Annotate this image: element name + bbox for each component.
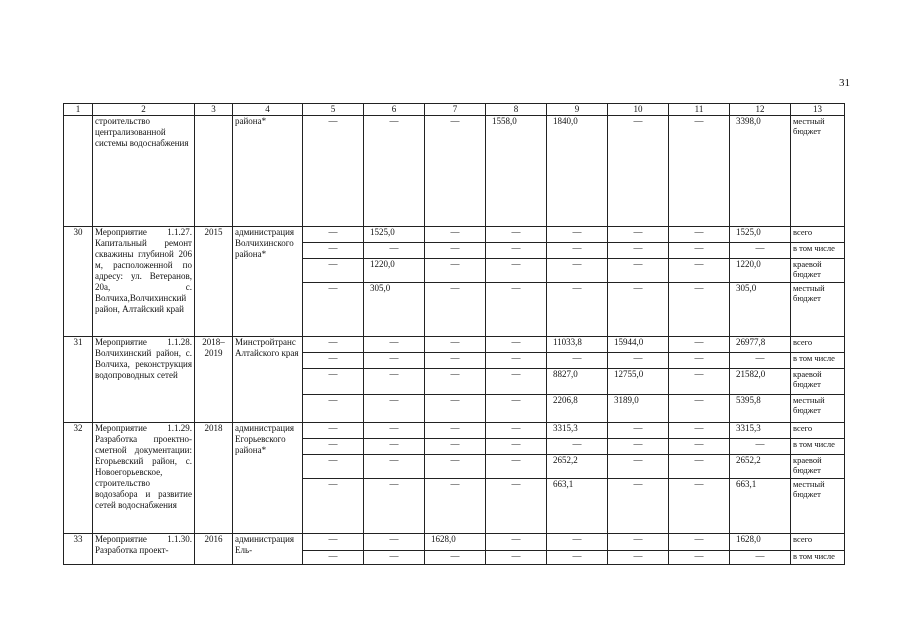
header-cell: 10 xyxy=(608,104,669,116)
value-cell: 1628,0 xyxy=(730,534,791,551)
value-cell: 1525,0 xyxy=(730,227,791,243)
activity-description: строительство централизованной системы водоснабжения xyxy=(93,116,195,227)
implementation-period xyxy=(195,116,233,227)
table-row xyxy=(64,337,845,353)
value-cell: — xyxy=(364,479,425,534)
header-cell: 8 xyxy=(486,104,547,116)
value-cell: 15944,0 xyxy=(608,337,669,353)
header-cell: 12 xyxy=(730,104,791,116)
value-cell: — xyxy=(608,353,669,369)
value-cell: 1840,0 xyxy=(547,116,608,227)
value-cell: — xyxy=(669,439,730,455)
row-number: 31 xyxy=(64,337,93,423)
value-cell: 11033,8 xyxy=(547,337,608,353)
implementation-period: 2018 xyxy=(195,423,233,534)
value-cell: — xyxy=(425,283,486,337)
value-cell: — xyxy=(608,243,669,259)
row-number: 30 xyxy=(64,227,93,337)
value-cell: — xyxy=(425,439,486,455)
value-cell: — xyxy=(608,423,669,439)
funding-source: всего xyxy=(791,227,845,243)
header-row xyxy=(64,104,845,116)
funding-source: краевой бюджет xyxy=(791,455,845,479)
value-cell: 1220,0 xyxy=(364,259,425,283)
value-cell: — xyxy=(486,353,547,369)
value-cell: — xyxy=(364,369,425,395)
table-row xyxy=(64,116,845,227)
header-cell: 3 xyxy=(195,104,233,116)
value-cell: 2206,8 xyxy=(547,395,608,423)
value-cell: — xyxy=(669,259,730,283)
header-cell: 11 xyxy=(669,104,730,116)
value-cell: — xyxy=(303,353,364,369)
value-cell: — xyxy=(547,551,608,565)
value-cell: — xyxy=(364,551,425,565)
header-cell: 9 xyxy=(547,104,608,116)
funding-source: в том числе xyxy=(791,243,845,259)
value-cell: — xyxy=(486,455,547,479)
value-cell: — xyxy=(303,455,364,479)
table-row xyxy=(64,227,845,243)
value-cell: — xyxy=(425,353,486,369)
value-cell: — xyxy=(608,455,669,479)
executor: администрация Ель- xyxy=(233,534,303,565)
value-cell: — xyxy=(669,395,730,423)
value-cell: — xyxy=(669,551,730,565)
value-cell: — xyxy=(303,551,364,565)
value-cell: — xyxy=(486,395,547,423)
value-cell: — xyxy=(608,479,669,534)
value-cell: — xyxy=(669,423,730,439)
value-cell: — xyxy=(486,479,547,534)
value-cell: — xyxy=(303,243,364,259)
value-cell: — xyxy=(730,243,791,259)
value-cell: — xyxy=(364,534,425,551)
value-cell: — xyxy=(608,551,669,565)
value-cell: — xyxy=(669,116,730,227)
value-cell: 1220,0 xyxy=(730,259,791,283)
value-cell: — xyxy=(547,283,608,337)
header-cell: 5 xyxy=(303,104,364,116)
value-cell: — xyxy=(608,283,669,337)
value-cell: — xyxy=(425,551,486,565)
value-cell: — xyxy=(364,423,425,439)
value-cell: — xyxy=(425,227,486,243)
row-number: 33 xyxy=(64,534,93,565)
value-cell: 663,1 xyxy=(730,479,791,534)
value-cell: — xyxy=(486,534,547,551)
value-cell: — xyxy=(303,369,364,395)
value-cell: — xyxy=(364,116,425,227)
value-cell: — xyxy=(669,534,730,551)
value-cell: — xyxy=(730,353,791,369)
value-cell: — xyxy=(547,259,608,283)
value-cell: — xyxy=(425,395,486,423)
value-cell: — xyxy=(303,423,364,439)
value-cell: — xyxy=(547,227,608,243)
value-cell: 663,1 xyxy=(547,479,608,534)
page-number: 31 xyxy=(839,77,850,89)
value-cell: — xyxy=(608,116,669,227)
value-cell: — xyxy=(547,534,608,551)
value-cell: — xyxy=(364,455,425,479)
header-cell: 4 xyxy=(233,104,303,116)
value-cell: — xyxy=(425,369,486,395)
value-cell: — xyxy=(364,243,425,259)
funding-source: в том числе xyxy=(791,439,845,455)
funding-source: краевой бюджет xyxy=(791,259,845,283)
header-cell: 6 xyxy=(364,104,425,116)
value-cell: — xyxy=(669,227,730,243)
value-cell: 3315,3 xyxy=(547,423,608,439)
implementation-period: 2015 xyxy=(195,227,233,337)
value-cell: 305,0 xyxy=(364,283,425,337)
value-cell: — xyxy=(486,283,547,337)
value-cell: 21582,0 xyxy=(730,369,791,395)
value-cell: — xyxy=(364,439,425,455)
value-cell: — xyxy=(669,455,730,479)
funding-source: всего xyxy=(791,534,845,551)
funding-source: всего xyxy=(791,423,845,439)
value-cell: — xyxy=(669,337,730,353)
value-cell: — xyxy=(730,551,791,565)
value-cell: — xyxy=(669,369,730,395)
row-number: 32 xyxy=(64,423,93,534)
value-cell: 12755,0 xyxy=(608,369,669,395)
value-cell: 2652,2 xyxy=(730,455,791,479)
value-cell: — xyxy=(303,337,364,353)
value-cell: 305,0 xyxy=(730,283,791,337)
activity-description: Мероприятие 1.1.27. Капитальный ремонт скважины глубиной 206 м, расположенной по адресу: ул. Ветеранов, 20а, с. Волчиха,Волчихинский район, Алтайский край xyxy=(93,227,195,337)
value-cell: — xyxy=(486,423,547,439)
value-cell: — xyxy=(486,227,547,243)
value-cell: — xyxy=(486,243,547,259)
value-cell: — xyxy=(608,259,669,283)
funding-source: всего xyxy=(791,337,845,353)
value-cell: 8827,0 xyxy=(547,369,608,395)
value-cell: — xyxy=(303,395,364,423)
funding-source: в том числе xyxy=(791,353,845,369)
budget-table xyxy=(63,103,845,565)
executor: администрация Егорьевского района* xyxy=(233,423,303,534)
value-cell: — xyxy=(303,227,364,243)
value-cell: — xyxy=(425,116,486,227)
table-body xyxy=(64,104,845,565)
header-cell: 1 xyxy=(64,104,93,116)
value-cell: — xyxy=(669,479,730,534)
value-cell: 3315,3 xyxy=(730,423,791,439)
activity-description: Мероприятие 1.1.30. Разработка проект- xyxy=(93,534,195,565)
header-cell: 13 xyxy=(791,104,845,116)
header-cell: 2 xyxy=(93,104,195,116)
value-cell: 3189,0 xyxy=(608,395,669,423)
implementation-period: 2016 xyxy=(195,534,233,565)
value-cell: — xyxy=(425,479,486,534)
value-cell: — xyxy=(730,439,791,455)
value-cell: — xyxy=(364,395,425,423)
row-number xyxy=(64,116,93,227)
activity-description: Мероприятие 1.1.29. Разработка проектно-сметной документации: Егорьевский район, с. Новоегорьевское, строительство водозабора и развитие сетей водоснабжения xyxy=(93,423,195,534)
value-cell: — xyxy=(669,243,730,259)
value-cell: — xyxy=(669,283,730,337)
value-cell: — xyxy=(425,243,486,259)
value-cell: — xyxy=(486,337,547,353)
value-cell: 26977,8 xyxy=(730,337,791,353)
funding-source: местный бюджет xyxy=(791,479,845,534)
value-cell: — xyxy=(486,369,547,395)
value-cell: 3398,0 xyxy=(730,116,791,227)
value-cell: — xyxy=(608,227,669,243)
value-cell: — xyxy=(547,439,608,455)
value-cell: — xyxy=(303,283,364,337)
value-cell: 1558,0 xyxy=(486,116,547,227)
value-cell: 1525,0 xyxy=(364,227,425,243)
table-row xyxy=(64,534,845,551)
value-cell: — xyxy=(486,439,547,455)
funding-source: краевой бюджет xyxy=(791,369,845,395)
value-cell: 1628,0 xyxy=(425,534,486,551)
table-row xyxy=(64,423,845,439)
value-cell: — xyxy=(303,534,364,551)
implementation-period: 2018–2019 xyxy=(195,337,233,423)
value-cell: — xyxy=(425,337,486,353)
value-cell: — xyxy=(303,439,364,455)
funding-source: в том числе xyxy=(791,551,845,565)
value-cell: — xyxy=(486,259,547,283)
value-cell: — xyxy=(486,551,547,565)
value-cell: — xyxy=(303,116,364,227)
value-cell: 5395,8 xyxy=(730,395,791,423)
value-cell: — xyxy=(547,243,608,259)
value-cell: — xyxy=(425,259,486,283)
activity-description: Мероприятие 1.1.28. Волчихинский район, с. Волчиха, реконструкция водопроводных сетей xyxy=(93,337,195,423)
funding-source: местный бюджет xyxy=(791,116,845,227)
value-cell: — xyxy=(669,353,730,369)
header-cell: 7 xyxy=(425,104,486,116)
value-cell: — xyxy=(425,455,486,479)
value-cell: — xyxy=(608,439,669,455)
value-cell: — xyxy=(425,423,486,439)
value-cell: — xyxy=(547,353,608,369)
executor: района* xyxy=(233,116,303,227)
executor: Минстройтранс Алтайского края xyxy=(233,337,303,423)
value-cell: 2652,2 xyxy=(547,455,608,479)
value-cell: — xyxy=(303,479,364,534)
value-cell: — xyxy=(303,259,364,283)
executor: администрация Волчихинского района* xyxy=(233,227,303,337)
value-cell: — xyxy=(364,337,425,353)
funding-source: местный бюджет xyxy=(791,395,845,423)
funding-source: местный бюджет xyxy=(791,283,845,337)
value-cell: — xyxy=(364,353,425,369)
value-cell: — xyxy=(608,534,669,551)
